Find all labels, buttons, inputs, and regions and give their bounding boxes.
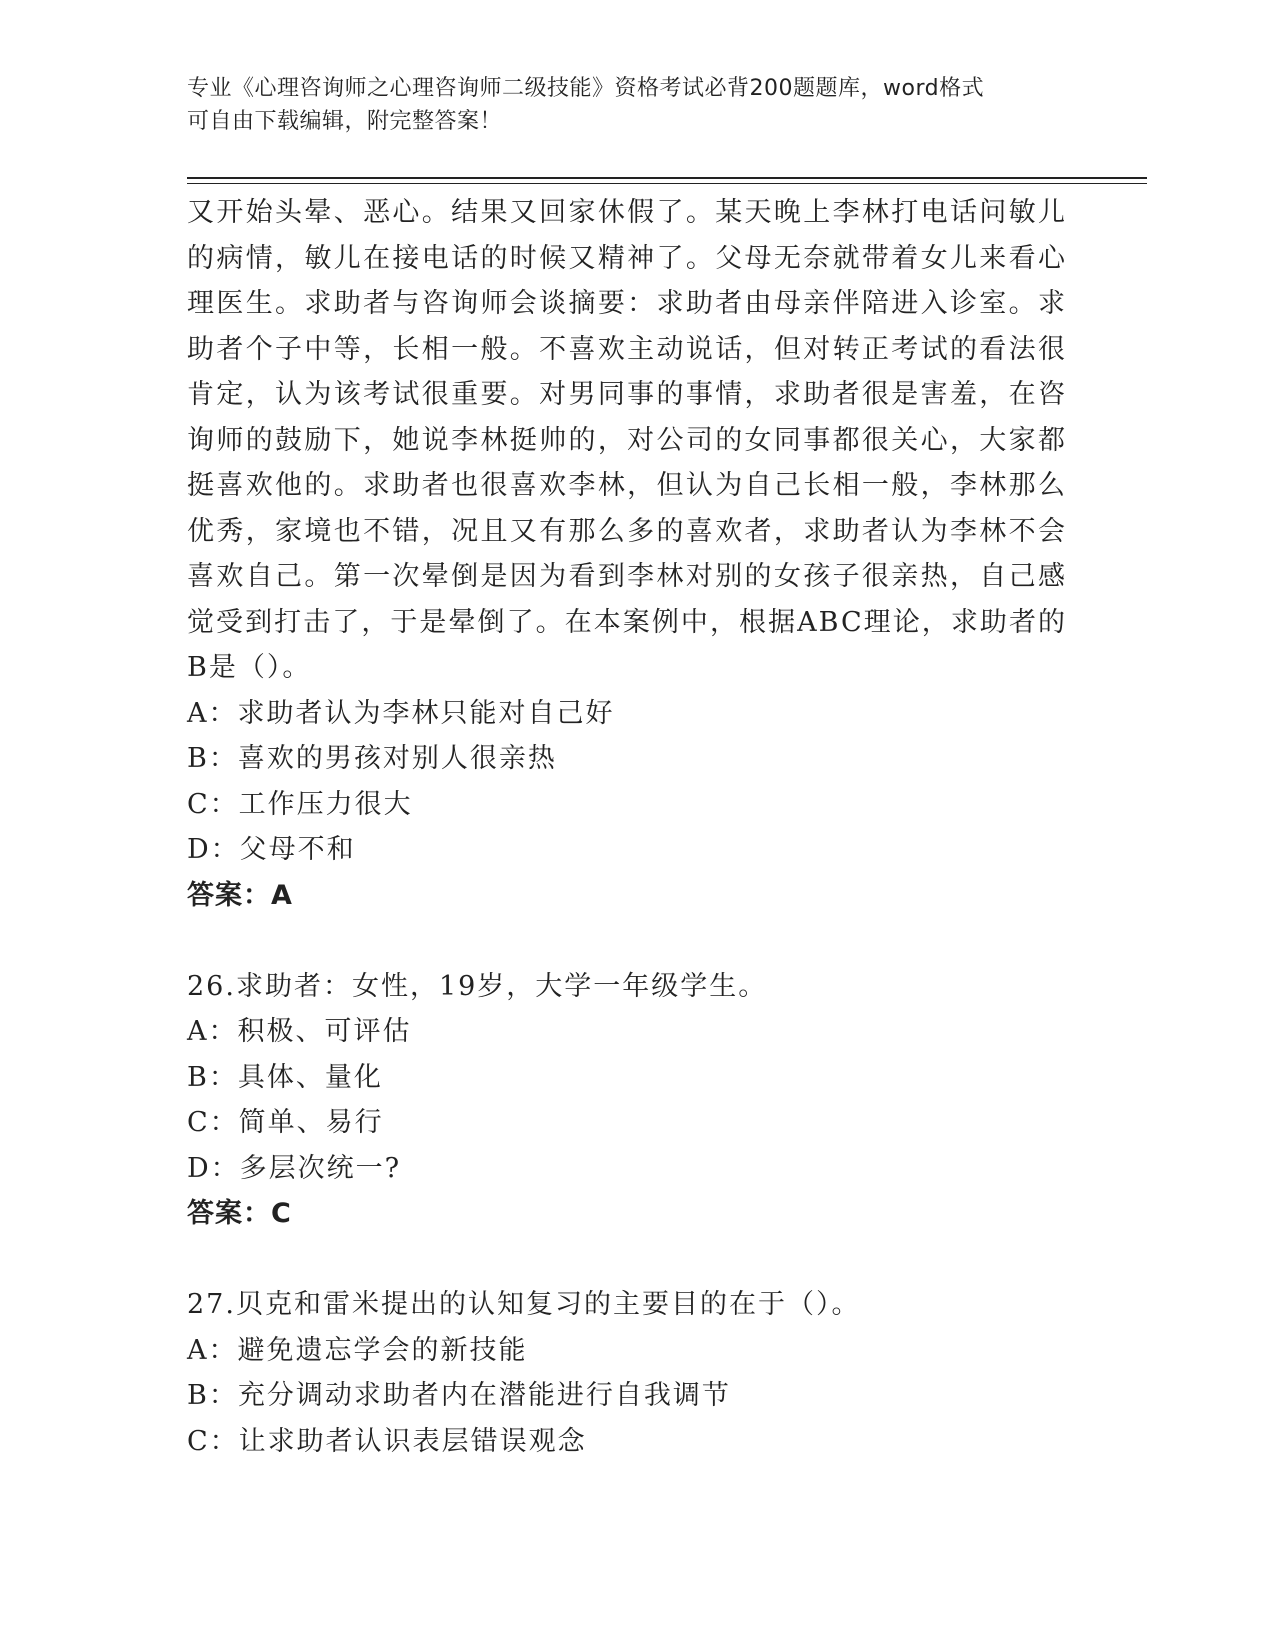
question-stem: 26.求助者：女性，19岁，大学一年级学生。: [187, 970, 768, 1002]
question-stem: 又开始头晕、恶心。结果又回家休假了。某天晚上李林打电话问敏儿的病情，敏儿在接电话的时候又精神了。父母无奈就带着女儿来看心理医生。求助者与咨询师会谈摘要：求助者由母亲伴陪进入诊室。求助者个子中等，长相一般。不喜欢主动说话，但对转正考试的看法很肯定，认为该考试很重要。对男同事的事情，求助者很是害羞，在咨询师的鼓励下，她说李林挺帅的，对公司的女同事都很关心，大家都挺喜欢他的。求助者也很喜欢李林，但认为自己长相一般，李林那么优秀，家境也不错，况且又有那么多的喜欢者，求助者认为李林不会喜欢自己。第一次晕倒是因为看到李林对别的女孩子很亲热，自己感觉受到打击了，于是晕倒了。在本案例中，根据ABC理论，求助者的B是（）。: [187, 197, 1067, 683]
option-d: D：父母不和: [187, 834, 356, 865]
spacer: [187, 1237, 1067, 1283]
option-c: C：让求助者认识表层错误观念: [187, 1425, 587, 1457]
question-25: [187, 190, 1067, 918]
page-header: [187, 72, 1067, 138]
header-rule-thick: [187, 177, 1147, 179]
option-d: D：多层次统一?: [187, 1152, 402, 1184]
document-body: [187, 190, 1067, 1464]
option-c: C：简单、易行: [187, 1107, 384, 1138]
option-a: A：积极、可评估: [187, 1016, 412, 1047]
question-26: [187, 964, 1067, 1237]
header-line-1: 专业《心理咨询师之心理咨询师二级技能》资格考试必背200题题库，word格式: [187, 76, 985, 101]
option-a: A：避免遗忘学会的新技能: [187, 1334, 528, 1366]
question-stem: 27.贝克和雷米提出的认知复习的主要目的在于（）。: [187, 1289, 861, 1320]
header-line-2: 可自由下载编辑，附完整答案！: [187, 109, 503, 134]
option-b: B：充分调动求助者内在潜能进行自我调节: [187, 1380, 731, 1411]
question-27: [187, 1282, 1067, 1464]
option-b: B：具体、量化: [187, 1061, 383, 1093]
header-rule-thin: [187, 183, 1147, 184]
spacer: [187, 918, 1067, 964]
option-a: A：求助者认为李林只能对自己好: [187, 697, 615, 729]
option-c: C：工作压力很大: [187, 788, 413, 820]
option-b: B：喜欢的男孩对别人很亲热: [187, 743, 557, 774]
answer-label: 答案：A: [187, 879, 293, 911]
answer-label: 答案：C: [187, 1198, 292, 1229]
